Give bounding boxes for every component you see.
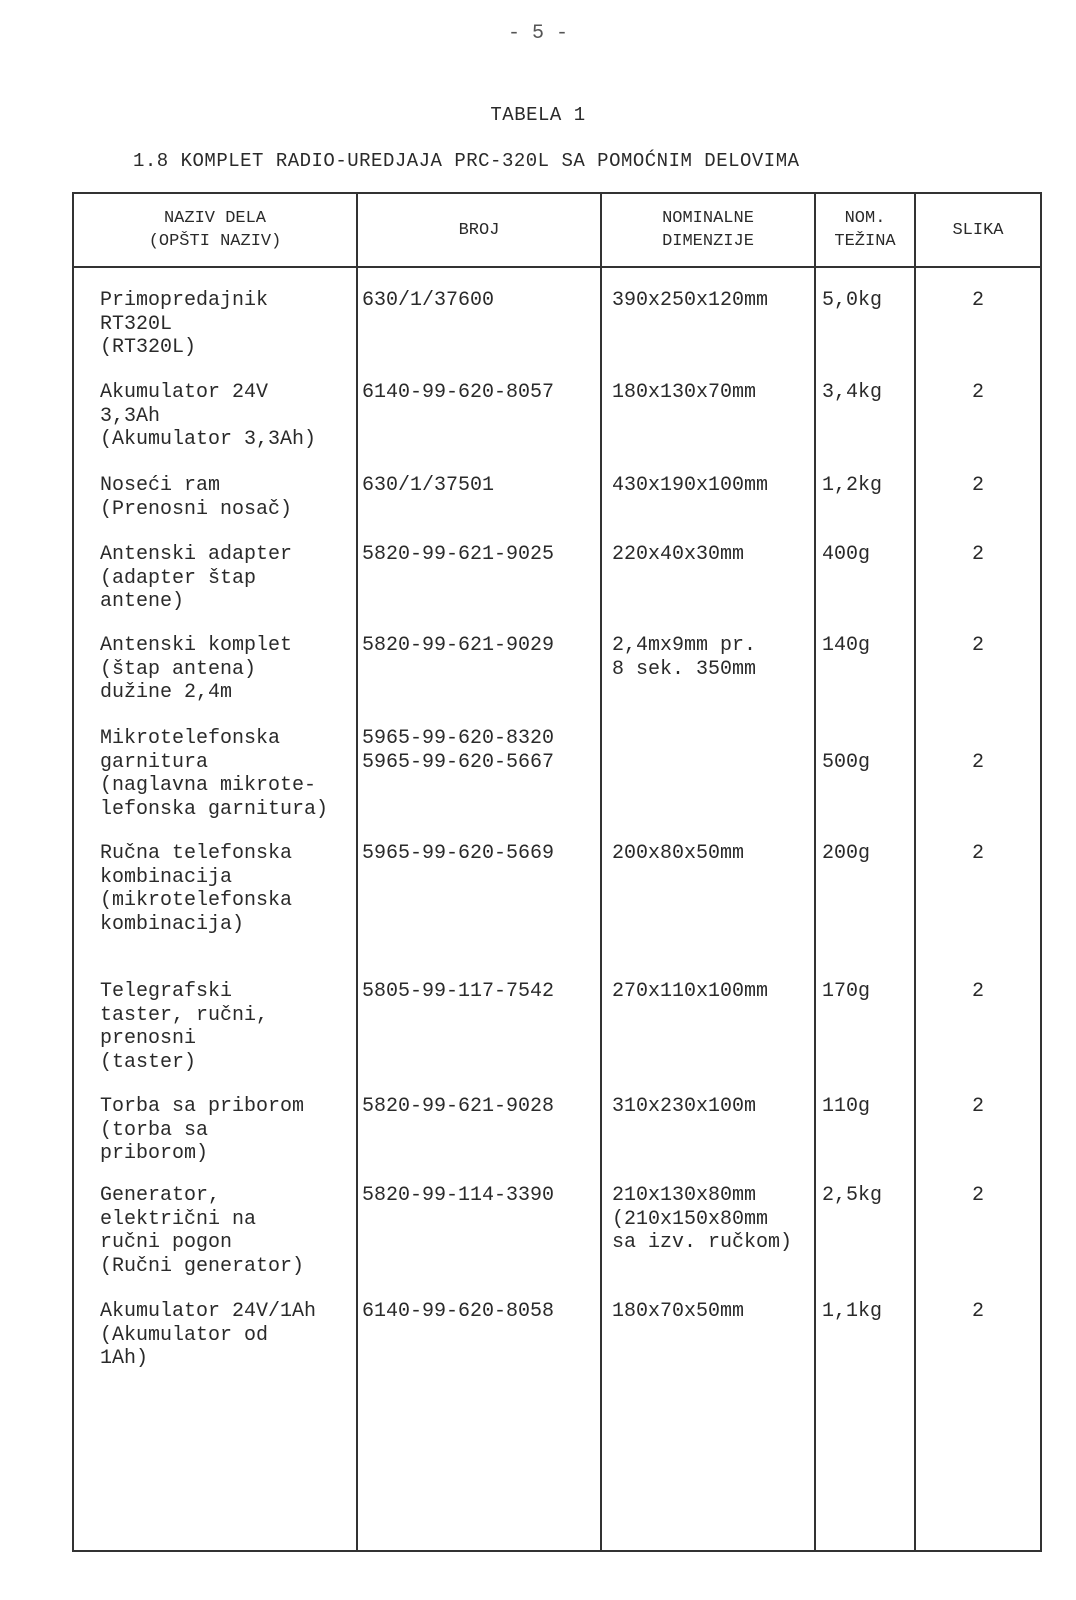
header-slika: SLIKA [952, 220, 1004, 240]
cell-broj: 5965-99-620-8320 5965-99-620-5667 [362, 727, 555, 774]
cell-naziv: Mikrotelefonska garnitura (naglavna mikrote- lefonska garnitura) [100, 727, 329, 821]
cell-dimenzije: 180x130x70mm [612, 381, 757, 404]
cell-dimenzije: 270x110x100mm [612, 980, 769, 1003]
header-tezina: NOM. TEŽINA [834, 209, 896, 251]
cell-slika: 2 [971, 842, 984, 865]
header-naziv: NAZIV DELA (OPŠTI NAZIV) [148, 209, 282, 251]
cell-naziv: Akumulator 24V 3,3Ah (Akumulator 3,3Ah) [100, 381, 317, 451]
cell-broj: 5820-99-621-9028 [362, 1095, 555, 1118]
cell-naziv: Ručna telefonska kombinacija (mikrotelefonska kombinacija) [100, 842, 293, 936]
cell-naziv: Telegrafski taster, ručni, prenosni (taster) [100, 980, 269, 1074]
column-divider [356, 194, 358, 1550]
data-table [72, 192, 1042, 1552]
cell-slika: 2 [971, 1300, 984, 1323]
cell-broj: 5965-99-620-5669 [362, 842, 555, 865]
cell-dimenzije: 390x250x120mm [612, 289, 769, 312]
cell-tezina: 110g [822, 1095, 871, 1118]
column-divider [600, 194, 602, 1550]
cell-tezina: 1,1kg [822, 1300, 883, 1323]
cell-dimenzije: 310x230x100m [612, 1095, 757, 1118]
cell-dimenzije: 2,4mx9mm pr. 8 sek. 350mm [612, 634, 757, 681]
cell-slika: 2 [971, 751, 984, 774]
cell-broj: 630/1/37501 [362, 474, 495, 497]
cell-slika: 2 [971, 381, 984, 404]
cell-naziv: Akumulator 24V/1Ah (Akumulator od 1Ah) [100, 1300, 317, 1370]
header-dimenzije: NOMINALNE DIMENZIJE [662, 209, 754, 251]
cell-naziv: Generator, električni na ručni pogon (Ručni generator) [100, 1184, 305, 1278]
cell-tezina: 170g [822, 980, 871, 1003]
cell-broj: 6140-99-620-8057 [362, 381, 555, 404]
cell-naziv: Torba sa priborom (torba sa priborom) [100, 1095, 305, 1165]
cell-slika: 2 [971, 543, 984, 566]
header-broj: BROJ [458, 220, 500, 240]
cell-dimenzije: 430x190x100mm [612, 474, 769, 497]
cell-slika: 2 [971, 1095, 984, 1118]
cell-dimenzije: 210x130x80mm (210x150x80mm sa izv. ručkom) [612, 1184, 793, 1254]
cell-broj: 5820-99-621-9029 [362, 634, 555, 657]
cell-slika: 2 [971, 634, 984, 657]
cell-tezina: 5,0kg [822, 289, 883, 312]
cell-tezina: 200g [822, 842, 871, 865]
cell-tezina: 3,4kg [822, 381, 883, 404]
cell-tezina: 500g [822, 751, 871, 774]
table-heading: 1.8 KOMPLET RADIO-UREDJAJA PRC-320L SA POMOĆNIM DELOVIMA [133, 150, 800, 172]
cell-tezina: 1,2kg [822, 474, 883, 497]
cell-slika: 2 [971, 289, 984, 312]
cell-broj: 6140-99-620-8058 [362, 1300, 555, 1323]
table-label: TABELA 1 [490, 104, 586, 126]
cell-broj: 5820-99-114-3390 [362, 1184, 555, 1207]
cell-slika: 2 [971, 980, 984, 1003]
page-number: - 5 - [507, 22, 568, 45]
cell-broj: 5820-99-621-9025 [362, 543, 555, 566]
cell-tezina: 140g [822, 634, 871, 657]
cell-tezina: 400g [822, 543, 871, 566]
cell-naziv: Antenski adapter (adapter štap antene) [100, 543, 293, 613]
header-divider [74, 266, 1040, 268]
cell-broj: 630/1/37600 [362, 289, 495, 312]
column-divider [814, 194, 816, 1550]
cell-slika: 2 [971, 1184, 984, 1207]
cell-naziv: Primopredajnik RT320L (RT320L) [100, 289, 269, 359]
cell-tezina: 2,5kg [822, 1184, 883, 1207]
cell-naziv: Noseći ram (Prenosni nosač) [100, 474, 293, 521]
cell-naziv: Antenski komplet (štap antena) dužine 2,4m [100, 634, 293, 704]
cell-slika: 2 [971, 474, 984, 497]
cell-dimenzije: 220x40x30mm [612, 543, 745, 566]
cell-broj: 5805-99-117-7542 [362, 980, 555, 1003]
cell-dimenzije: 180x70x50mm [612, 1300, 745, 1323]
cell-dimenzije: 200x80x50mm [612, 842, 745, 865]
